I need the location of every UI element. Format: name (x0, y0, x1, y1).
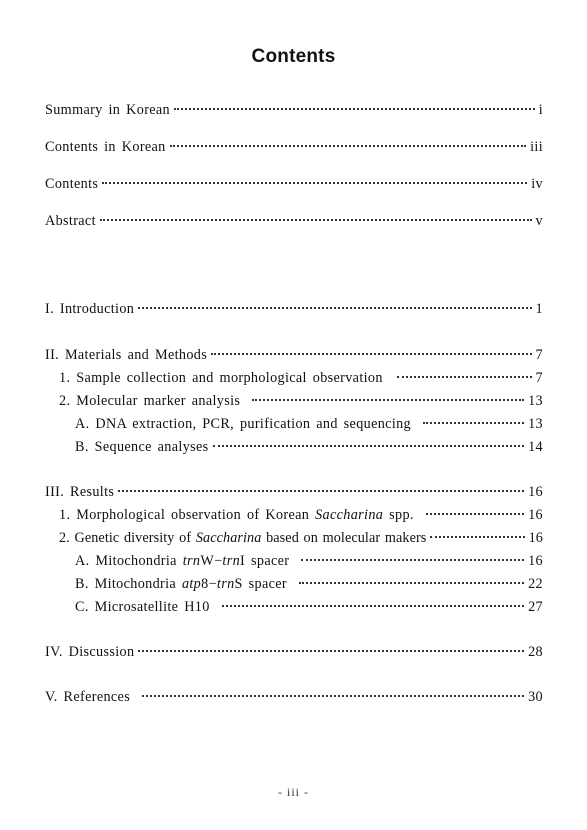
toc-entry-page: 16 (528, 484, 543, 500)
toc-entry-label: B. Sequence analyses (75, 439, 209, 455)
toc-entry-genetic-diversity[interactable] (45, 530, 543, 550)
toc-entry-page: 13 (528, 416, 543, 432)
toc-entry-label: Summary in Korean (45, 102, 171, 118)
toc-entry-label: 2. Molecular marker analysis (59, 393, 241, 409)
toc-entry-morphological-observation[interactable] (45, 507, 543, 527)
toc-leader-dots (252, 399, 524, 401)
toc-entry-label: V. References (45, 689, 131, 705)
toc-entry-page: i (538, 102, 543, 118)
toc-entry-label: B. Mitochondria atp8−trnS spacer (75, 576, 287, 592)
toc-entry-contents[interactable] (45, 176, 543, 196)
toc-leader-dots (118, 490, 524, 492)
toc-entry-microsatellite-h10[interactable] (45, 599, 543, 619)
toc-leader-dots (397, 376, 532, 378)
toc-leader-dots (423, 422, 524, 424)
toc-entry-label: A. Mitochondria trnW−trnI spacer (75, 553, 290, 569)
toc-entry-label: C. Microsatellite H10 (75, 599, 210, 615)
page-number-footer: - iii - (278, 785, 309, 799)
toc-entry-page: 7 (535, 370, 543, 386)
toc-entry-contents-in-korean[interactable] (45, 139, 543, 159)
toc-entry-page: 7 (535, 347, 543, 363)
toc-entry-introduction[interactable] (45, 301, 543, 321)
toc-entry-page: 30 (528, 689, 543, 705)
toc-entry-page: 1 (535, 301, 543, 317)
toc-entry-label: IV. Discussion (45, 644, 135, 660)
toc-entry-dna-extraction[interactable] (45, 416, 543, 436)
toc-leader-dots (426, 513, 524, 515)
toc-entry-page: 16 (528, 530, 543, 546)
toc-entry-discussion[interactable] (45, 644, 543, 664)
toc-leader-dots (222, 605, 524, 607)
toc-entry-sample-collection[interactable] (45, 370, 543, 390)
toc-entry-page: 27 (528, 599, 543, 615)
toc-leader-dots (138, 307, 531, 309)
toc-entry-references[interactable] (45, 689, 543, 709)
toc-entry-trnw-trni-spacer[interactable] (45, 553, 543, 573)
toc-entry-label: I. Introduction (45, 301, 135, 317)
toc-entry-summary-in-korean[interactable] (45, 102, 543, 122)
toc-entry-label: 2. Genetic diversity of Saccharina based on molecular makers (59, 530, 427, 546)
toc-leader-dots (211, 353, 531, 355)
toc-leader-dots (301, 559, 524, 561)
toc-entry-sequence-analyses[interactable] (45, 439, 543, 459)
toc-leader-dots (170, 145, 526, 147)
toc-entry-label: Contents in Korean (45, 139, 166, 155)
toc-entry-label: 1. Morphological observation of Korean Saccharina spp. (59, 507, 414, 523)
toc-leader-dots (100, 219, 532, 221)
toc-entry-page: 22 (528, 576, 543, 592)
toc-entry-label: A. DNA extraction, PCR, purification and sequencing (75, 416, 412, 432)
toc-entry-label: 1. Sample collection and morphological observation (59, 370, 383, 386)
toc-leader-dots (174, 108, 535, 110)
toc-entry-page: iv (531, 176, 543, 192)
toc-leader-dots (102, 182, 527, 184)
toc-leader-dots (213, 445, 525, 447)
toc-entry-materials-and-methods[interactable] (45, 347, 543, 367)
toc-leader-dots (430, 536, 524, 538)
page-title: Contents (251, 46, 336, 67)
toc-entry-page: 28 (528, 644, 543, 660)
toc-entry-molecular-marker-analysis[interactable] (45, 393, 543, 413)
toc-entry-page: 14 (528, 439, 543, 455)
toc-entry-page: 16 (528, 507, 543, 523)
toc-entry-atp8-trns-spacer[interactable] (45, 576, 543, 596)
toc-entry-label: II. Materials and Methods (45, 347, 208, 363)
toc-entry-results[interactable] (45, 484, 543, 504)
toc-leader-dots (142, 695, 524, 697)
toc-entry-page: v (535, 213, 543, 229)
toc-leader-dots (138, 650, 524, 652)
toc-entry-page: iii (530, 139, 543, 155)
toc-entry-label: Contents (45, 176, 99, 192)
toc-entry-page: 16 (528, 553, 543, 569)
toc-entry-page: 13 (528, 393, 543, 409)
toc-entry-abstract[interactable] (45, 213, 543, 233)
toc-entry-label: III. Results (45, 484, 115, 500)
toc-leader-dots (299, 582, 524, 584)
toc-entry-label: Abstract (45, 213, 96, 229)
